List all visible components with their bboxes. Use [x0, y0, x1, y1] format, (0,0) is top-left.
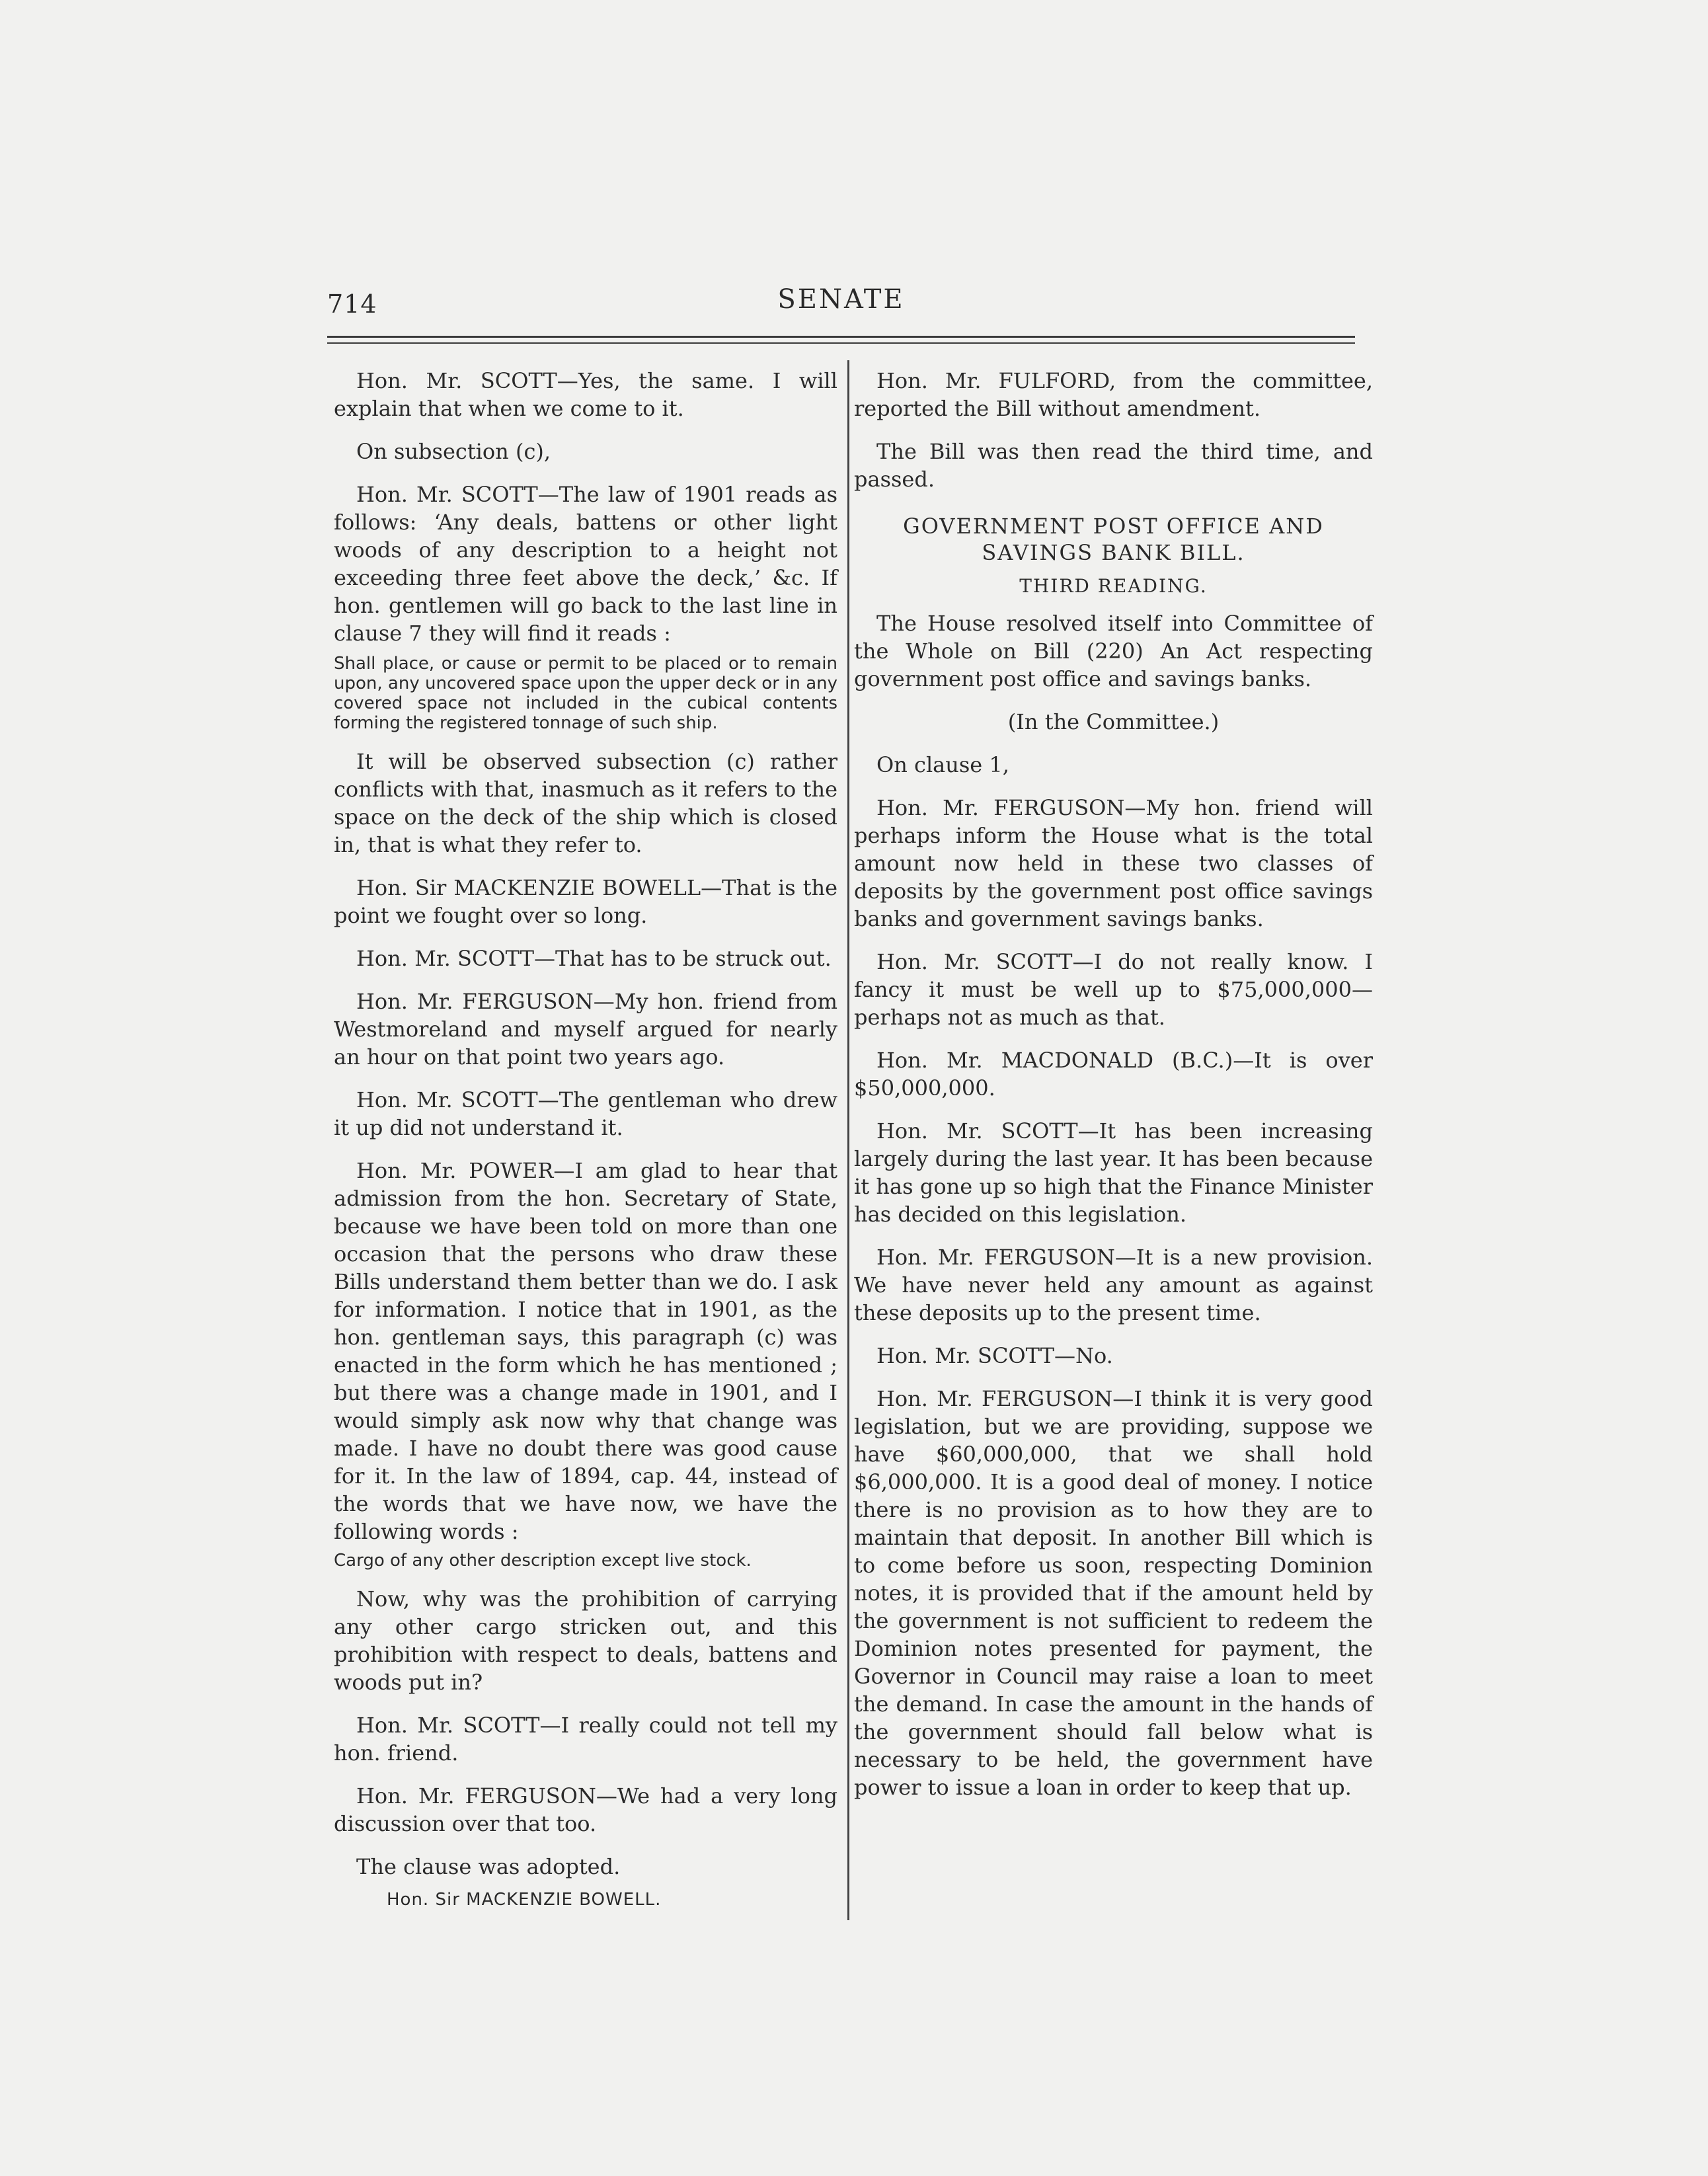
paragraph: Hon. Mr. SCOTT—That has to be struck out. — [356, 946, 832, 971]
paragraph: Hon. Mr. FERGUSON—My hon. friend from Westmoreland and myself argued for nearly an hour on that point two years ago. — [334, 989, 837, 1069]
paragraph: On clause 1, — [876, 752, 1009, 777]
paragraph: Hon. Mr. SCOTT—I do not really know. I fancy it must be well up to $75,000,000—perhaps not as much as that. — [854, 949, 1373, 1030]
committee-note: (In the Committee.) — [1007, 709, 1220, 734]
quoted-statute: Cargo of any other description except live stock. — [334, 1551, 752, 1571]
paragraph: Hon. Mr. FERGUSON—I think it is very good legislation, but we are providing, suppose we have $60,000,000, that we shall hold $6,000,000. It is a good deal of money. I notice there is no provision as to how they are to maintain that deposit. In another Bill which is to come before us soon, respecting Dominion notes, it is provided that if the amount held by the government is not sufficient to redeem the Dominion notes presented for payment, the Governor in Council may raise a loan to meet the demand. In case the amount in the hands of the government should fall below what is necessary to be held, the government have power to issue a loan in order to keep that up. — [854, 1386, 1373, 1800]
paragraph: Hon. Mr. SCOTT—I really could not tell my hon. friend. — [334, 1713, 837, 1766]
paragraph: The Bill was then read the third time, and passed. — [854, 439, 1373, 492]
section-subheading: THIRD READING. — [1019, 575, 1208, 597]
paragraph: On subsection (c), — [356, 439, 551, 464]
paragraph: Hon. Mr. POWER—I am glad to hear that admission from the hon. Secretary of State, because we have been told on more than one occasion that the persons who draw these Bills understand them better than we do. I ask for information. I notice that in 1901, as the hon. gentleman says, this paragraph (c) was enacted in the form which he has mentioned ; but there was a change made in 1901, and I would simply ask now why that change was made. I have no doubt there was good cause for it. In the law of 1894, cap. 44, instead of the words that we have now, we have the following words : — [334, 1158, 837, 1544]
paragraph: Hon. Mr. SCOTT—The law of 1901 reads as follows: ‘Any deals, battens or other light woods of any description to a height not exceeding three feet above the deck,’ &c. If hon. gentlemen will go back to the last line in clause 7 they will find it reads : — [334, 482, 837, 646]
paragraph: Hon. Mr. FERGUSON—It is a new provision. We have never held any amount as against these deposits up to the present time. — [854, 1245, 1373, 1325]
paragraph: Hon. Mr. FERGUSON—My hon. friend will perhaps inform the House what is the total amount now held in these two classes of deposits by the government post office savings banks and government savings banks. — [854, 795, 1373, 931]
page-header — [327, 284, 1355, 324]
running-head: SENATE — [777, 284, 905, 315]
right-column — [854, 367, 1373, 1816]
paragraph: It will be observed subsection (c) rather conflicts with that, inasmuch as it refers to the space on the deck of the ship which is closed in, that is what they refer to. — [334, 749, 837, 857]
paragraph: Hon. Mr. FULFORD, from the committee, reported the Bill without amendment. — [854, 368, 1373, 421]
header-rule-top — [327, 336, 1355, 338]
paragraph: Hon. Mr. MACDONALD (B.C.)—It is over $50,000,000. — [854, 1048, 1373, 1101]
page-number: 714 — [327, 290, 377, 319]
paragraph: The House resolved itself into Committee of the Whole on Bill (220) An Act respecting government post office and savings banks. — [854, 611, 1373, 691]
quoted-statute: Shall place, or cause or permit to be placed or to remain upon, any uncovered space upon the upper deck or in any covered space not included in the cubical contents forming the registered tonnage of such ship. — [334, 654, 837, 733]
paragraph: Hon. Mr. FERGUSON—We had a very long discussion over that too. — [334, 1783, 837, 1836]
paragraph: Hon. Mr. SCOTT—Yes, the same. I will explain that when we come to it. — [334, 368, 837, 421]
paragraph: Now, why was the prohibition of carrying any other cargo stricken out, and this prohibition with respect to deals, battens and woods put in? — [334, 1586, 837, 1695]
column-divider — [847, 360, 849, 1920]
left-column — [334, 367, 837, 1929]
section-heading: GOVERNMENT POST OFFICE AND SAVINGS BANK BILL. — [903, 514, 1324, 565]
paragraph: Hon. Mr. SCOTT—No. — [876, 1343, 1113, 1368]
catchword: Hon. Sir MACKENZIE BOWELL. — [387, 1890, 662, 1910]
paragraph: The clause was adopted. — [356, 1854, 621, 1879]
paragraph: Hon. Mr. SCOTT—The gentleman who drew it up did not understand it. — [334, 1087, 837, 1140]
paragraph: Hon. Mr. SCOTT—It has been increasing largely during the last year. It has been because it has gone up so high that the Finance Minister has decided on this legislation. — [854, 1118, 1373, 1227]
paragraph: Hon. Sir MACKENZIE BOWELL—That is the point we fought over so long. — [334, 875, 837, 928]
header-rule-bottom — [327, 342, 1355, 344]
